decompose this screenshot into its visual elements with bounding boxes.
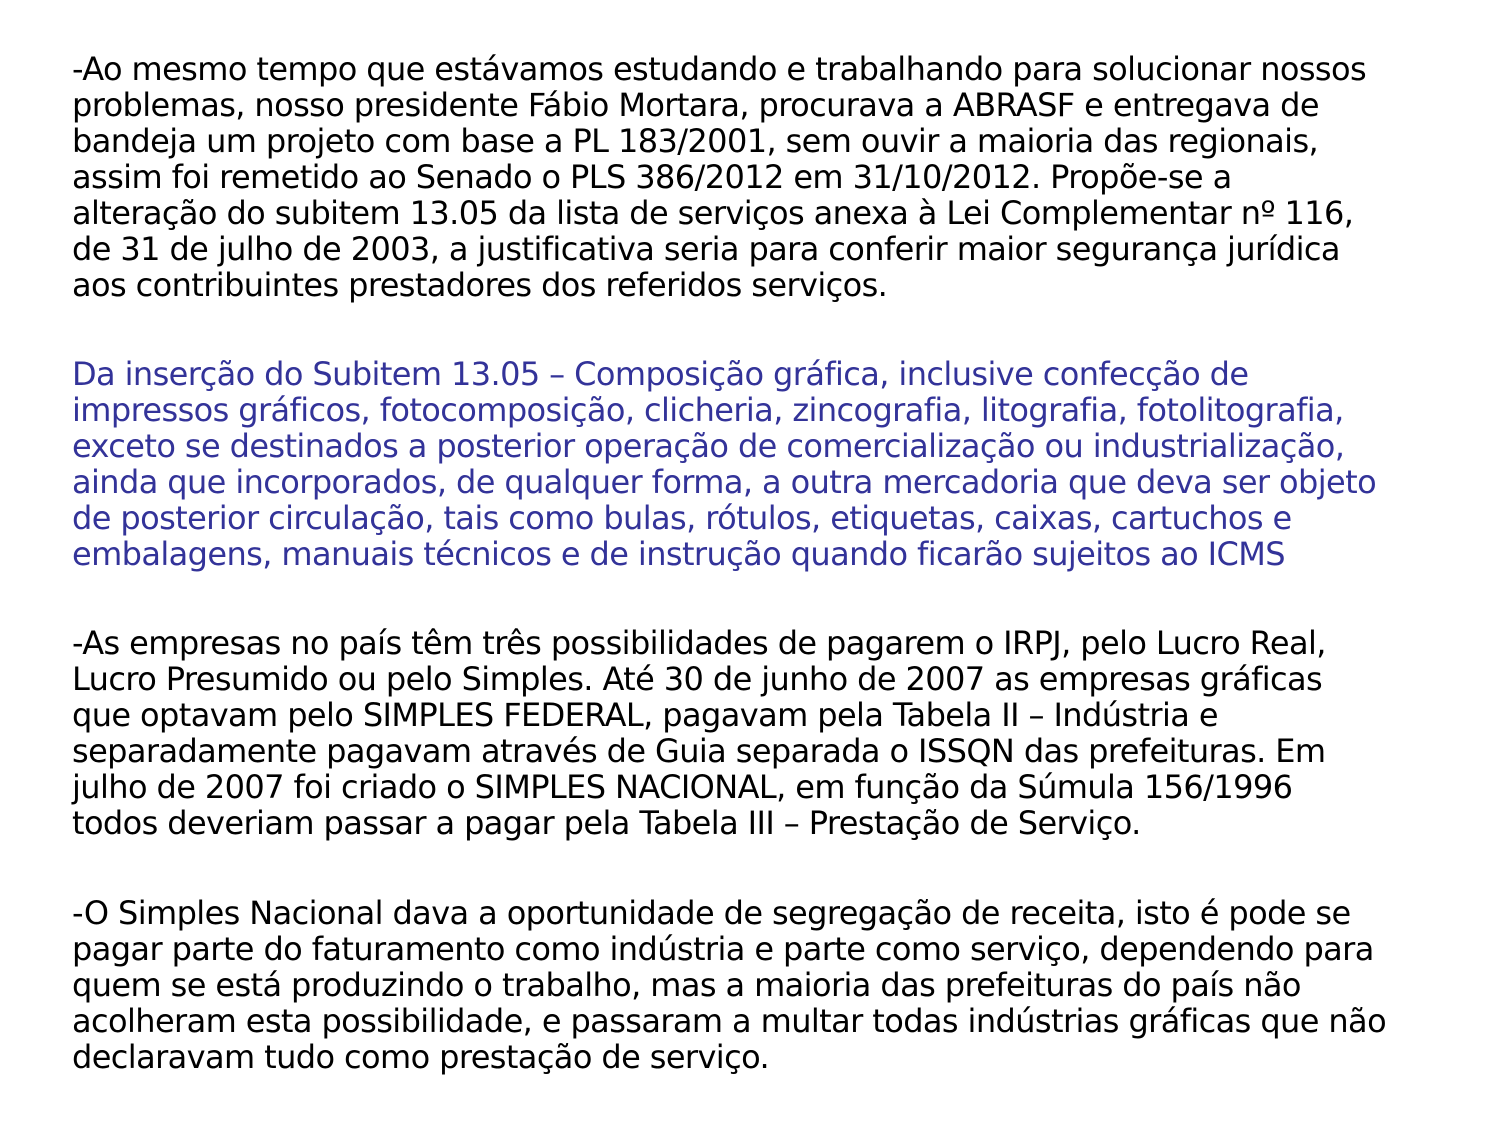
paragraph-line: impressos gráficos, fotocomposição, clicheria, zincografia, litografia, fotolitografia, bbox=[72, 391, 1344, 429]
paragraph-segregacao-receita bbox=[72, 895, 1492, 1075]
paragraph-line: de posterior circulação, tais como bulas, rótulos, etiquetas, caixas, cartuchos e bbox=[72, 499, 1292, 537]
paragraph-line: -As empresas no país têm três possibilidades de pagarem o IRPJ, pelo Lucro Real, bbox=[72, 624, 1326, 662]
paragraph-line: separadamente pagavam através de Guia separada o ISSQN das prefeituras. Em bbox=[72, 732, 1326, 770]
paragraph-line: acolheram esta possibilidade, e passaram a multar todas indústrias gráficas que não bbox=[72, 1002, 1387, 1040]
paragraph-pls-386-2012 bbox=[72, 51, 1492, 303]
paragraph-line: alteração do subitem 13.05 da lista de serviços anexa à Lei Complementar nº 116, bbox=[72, 194, 1354, 232]
paragraph-line: declaravam tudo como prestação de serviço. bbox=[72, 1038, 770, 1076]
paragraph-line: julho de 2007 foi criado o SIMPLES NACIONAL, em função da Súmula 156/1996 bbox=[72, 768, 1293, 806]
paragraph-line: todos deveriam passar a pagar pela Tabela III – Prestação de Serviço. bbox=[72, 804, 1141, 842]
paragraph-line: -O Simples Nacional dava a oportunidade de segregação de receita, isto é pode se bbox=[72, 894, 1351, 932]
paragraph-line: de 31 de julho de 2003, a justificativa seria para conferir maior segurança jurídica bbox=[72, 230, 1340, 268]
paragraph-line: ainda que incorporados, de qualquer forma, a outra mercadoria que deva ser objeto bbox=[72, 463, 1377, 501]
paragraph-line: quem se está produzindo o trabalho, mas a maioria das prefeituras do país não bbox=[72, 966, 1301, 1004]
paragraph-line: assim foi remetido ao Senado o PLS 386/2012 em 31/10/2012. Propõe-se a bbox=[72, 158, 1232, 196]
paragraph-line: que optavam pelo SIMPLES FEDERAL, pagavam pela Tabela II – Indústria e bbox=[72, 696, 1218, 734]
paragraph-subitem-13-05 bbox=[72, 356, 1492, 572]
paragraph-line: pagar parte do faturamento como indústria e parte como serviço, dependendo para bbox=[72, 930, 1374, 968]
paragraph-line: problemas, nosso presidente Fábio Mortara, procurava a ABRASF e entregava de bbox=[72, 86, 1319, 124]
paragraph-line: bandeja um projeto com base a PL 183/2001, sem ouvir a maioria das regionais, bbox=[72, 122, 1319, 160]
paragraph-line: Lucro Presumido ou pelo Simples. Até 30 de junho de 2007 as empresas gráficas bbox=[72, 660, 1323, 698]
paragraph-irpj-simples bbox=[72, 625, 1492, 841]
paragraph-line: -Ao mesmo tempo que estávamos estudando e trabalhando para solucionar nossos bbox=[72, 50, 1367, 88]
paragraph-line: exceto se destinados a posterior operação de comercialização ou industrialização, bbox=[72, 427, 1345, 465]
paragraph-line: embalagens, manuais técnicos e de instrução quando ficarão sujeitos ao ICMS bbox=[72, 535, 1285, 573]
paragraph-line: aos contribuintes prestadores dos referidos serviços. bbox=[72, 266, 888, 304]
paragraph-line: Da inserção do Subitem 13.05 – Composição gráfica, inclusive confecção de bbox=[72, 355, 1249, 393]
